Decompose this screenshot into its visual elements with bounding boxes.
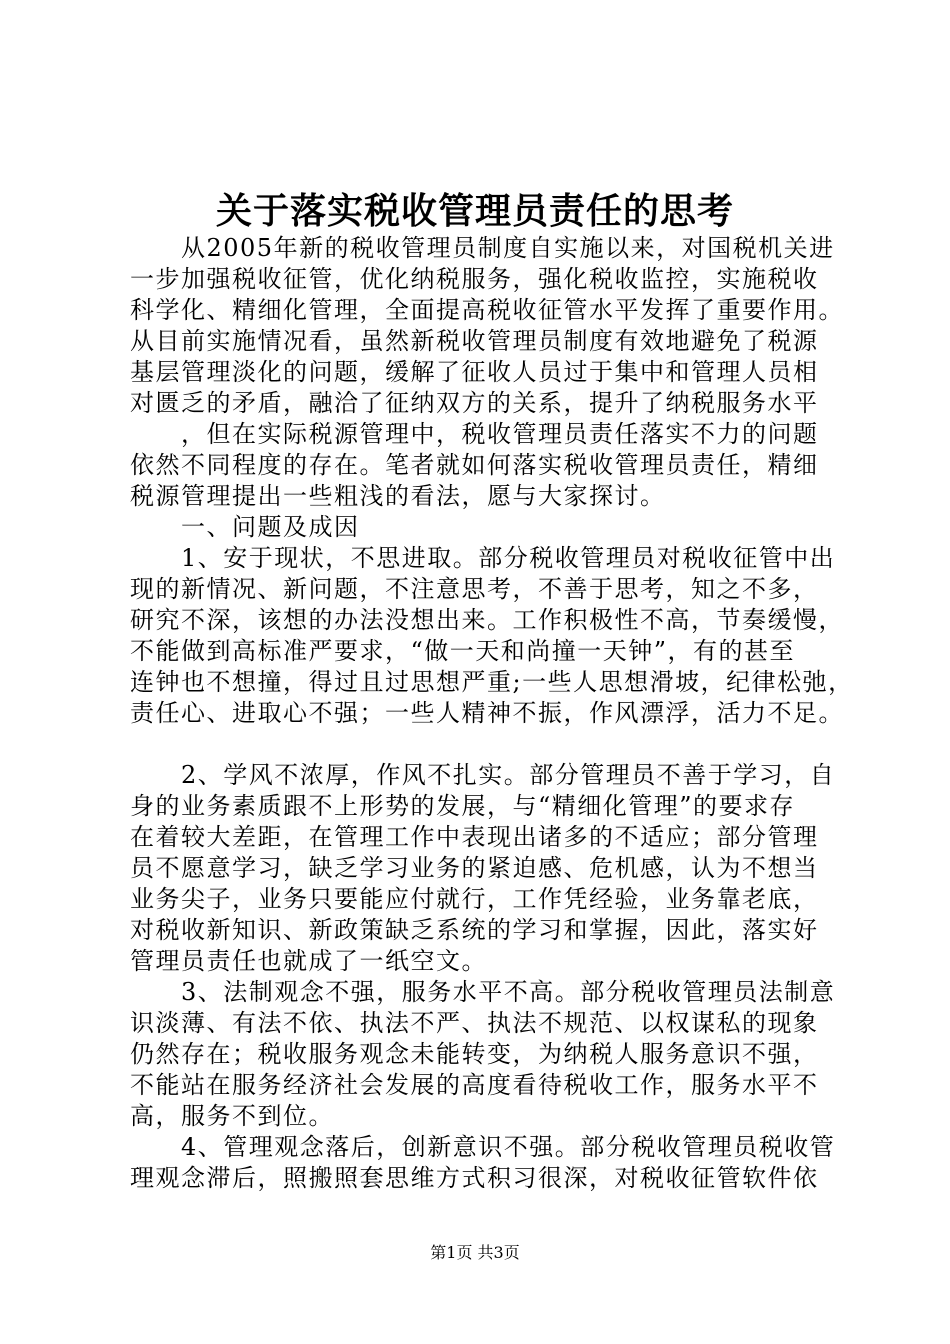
document-title: 关于落实税收管理员责任的思考 xyxy=(215,190,734,232)
text-line: 税源管理提出一些粗浅的看法，愿与大家探讨。 xyxy=(130,482,666,510)
text-line: 高，服务不到位。 xyxy=(130,1102,334,1130)
text-line: 基层管理淡化的问题，缓解了征收人员过于集中和管理人员相 xyxy=(130,358,819,386)
text-line: 4、管理观念落后，创新意识不强。部分税收管理员税收管 xyxy=(130,1133,836,1161)
text-line: 对匮乏的矛盾，融洽了征纳双方的关系，提升了纳税服务水平 xyxy=(130,389,819,417)
text-line: 2、学风不浓厚，作风不扎实。部分管理员不善于学习，自 xyxy=(130,761,836,789)
text-line: 连钟也不想撞，得过且过思想严重;一些人思想滑坡，纪律松弛， xyxy=(130,668,854,696)
text-line: 责任心、进取心不强；一些人精神不振，作风漂浮，活力不足。 xyxy=(130,699,844,727)
section-heading: 一、问题及成因 xyxy=(130,513,360,541)
text-line: 管理员责任也就成了一纸空文。 xyxy=(130,947,487,975)
text-line: 科学化、精细化管理，全面提高税收征管水平发挥了重要作用。 xyxy=(130,296,844,324)
text-line: ，但在实际税源管理中，税收管理员责任落实不力的问题 xyxy=(130,420,819,448)
text-line: 从目前实施情况看，虽然新税收管理员制度有效地避免了税源 xyxy=(130,327,819,355)
text-line: 业务尖子，业务只要能应付就行，工作凭经验，业务靠老底， xyxy=(130,885,819,913)
text-line: 对税收新知识、新政策缺乏系统的学习和掌握，因此，落实好 xyxy=(130,916,819,944)
text-line: 身的业务素质跟不上形势的发展，与“精细化管理”的要求存 xyxy=(130,792,796,820)
text-line: 现的新情况、新问题，不注意思考，不善于思考，知之不多， xyxy=(130,575,819,603)
text-line: 研究不深，该想的办法没想出来。工作积极性不高，节奏缓慢， xyxy=(130,606,844,634)
text-line: 不能站在服务经济社会发展的高度看待税收工作，服务水平不 xyxy=(130,1071,819,1099)
text-line: 3、法制观念不强，服务水平不高。部分税收管理员法制意 xyxy=(130,978,836,1006)
text-line: 识淡薄、有法不依、执法不严、执法不规范、以权谋私的现象 xyxy=(130,1009,819,1037)
text-line: 员不愿意学习，缺乏学习业务的紧迫感、危机感，认为不想当 xyxy=(130,854,819,882)
text-line: 不能做到高标准严要求，“做一天和尚撞一天钟”，有的甚至 xyxy=(130,637,796,665)
text-line: 1、安于现状，不思进取。部分税收管理员对税收征管中出 xyxy=(130,544,836,572)
text-line: 一步加强税收征管，优化纳税服务，强化税收监控，实施税收 xyxy=(130,265,819,293)
text-line: 依然不同程度的存在。笔者就如何落实税收管理员责任，精细 xyxy=(130,451,819,479)
text-line: 仍然存在；税收服务观念未能转变，为纳税人服务意识不强， xyxy=(130,1040,819,1068)
text-line: 在着较大差距，在管理工作中表现出诸多的不适应；部分管理 xyxy=(130,823,819,851)
page-number-footer: 第1页 共3页 xyxy=(430,1243,520,1262)
blank-line xyxy=(130,729,850,760)
text-line: 从2005年新的税收管理员制度自实施以来，对国税机关进 xyxy=(130,234,835,262)
document-body xyxy=(130,233,854,1194)
text-line: 理观念滞后，照搬照套思维方式积习很深，对税收征管软件依 xyxy=(130,1164,819,1192)
